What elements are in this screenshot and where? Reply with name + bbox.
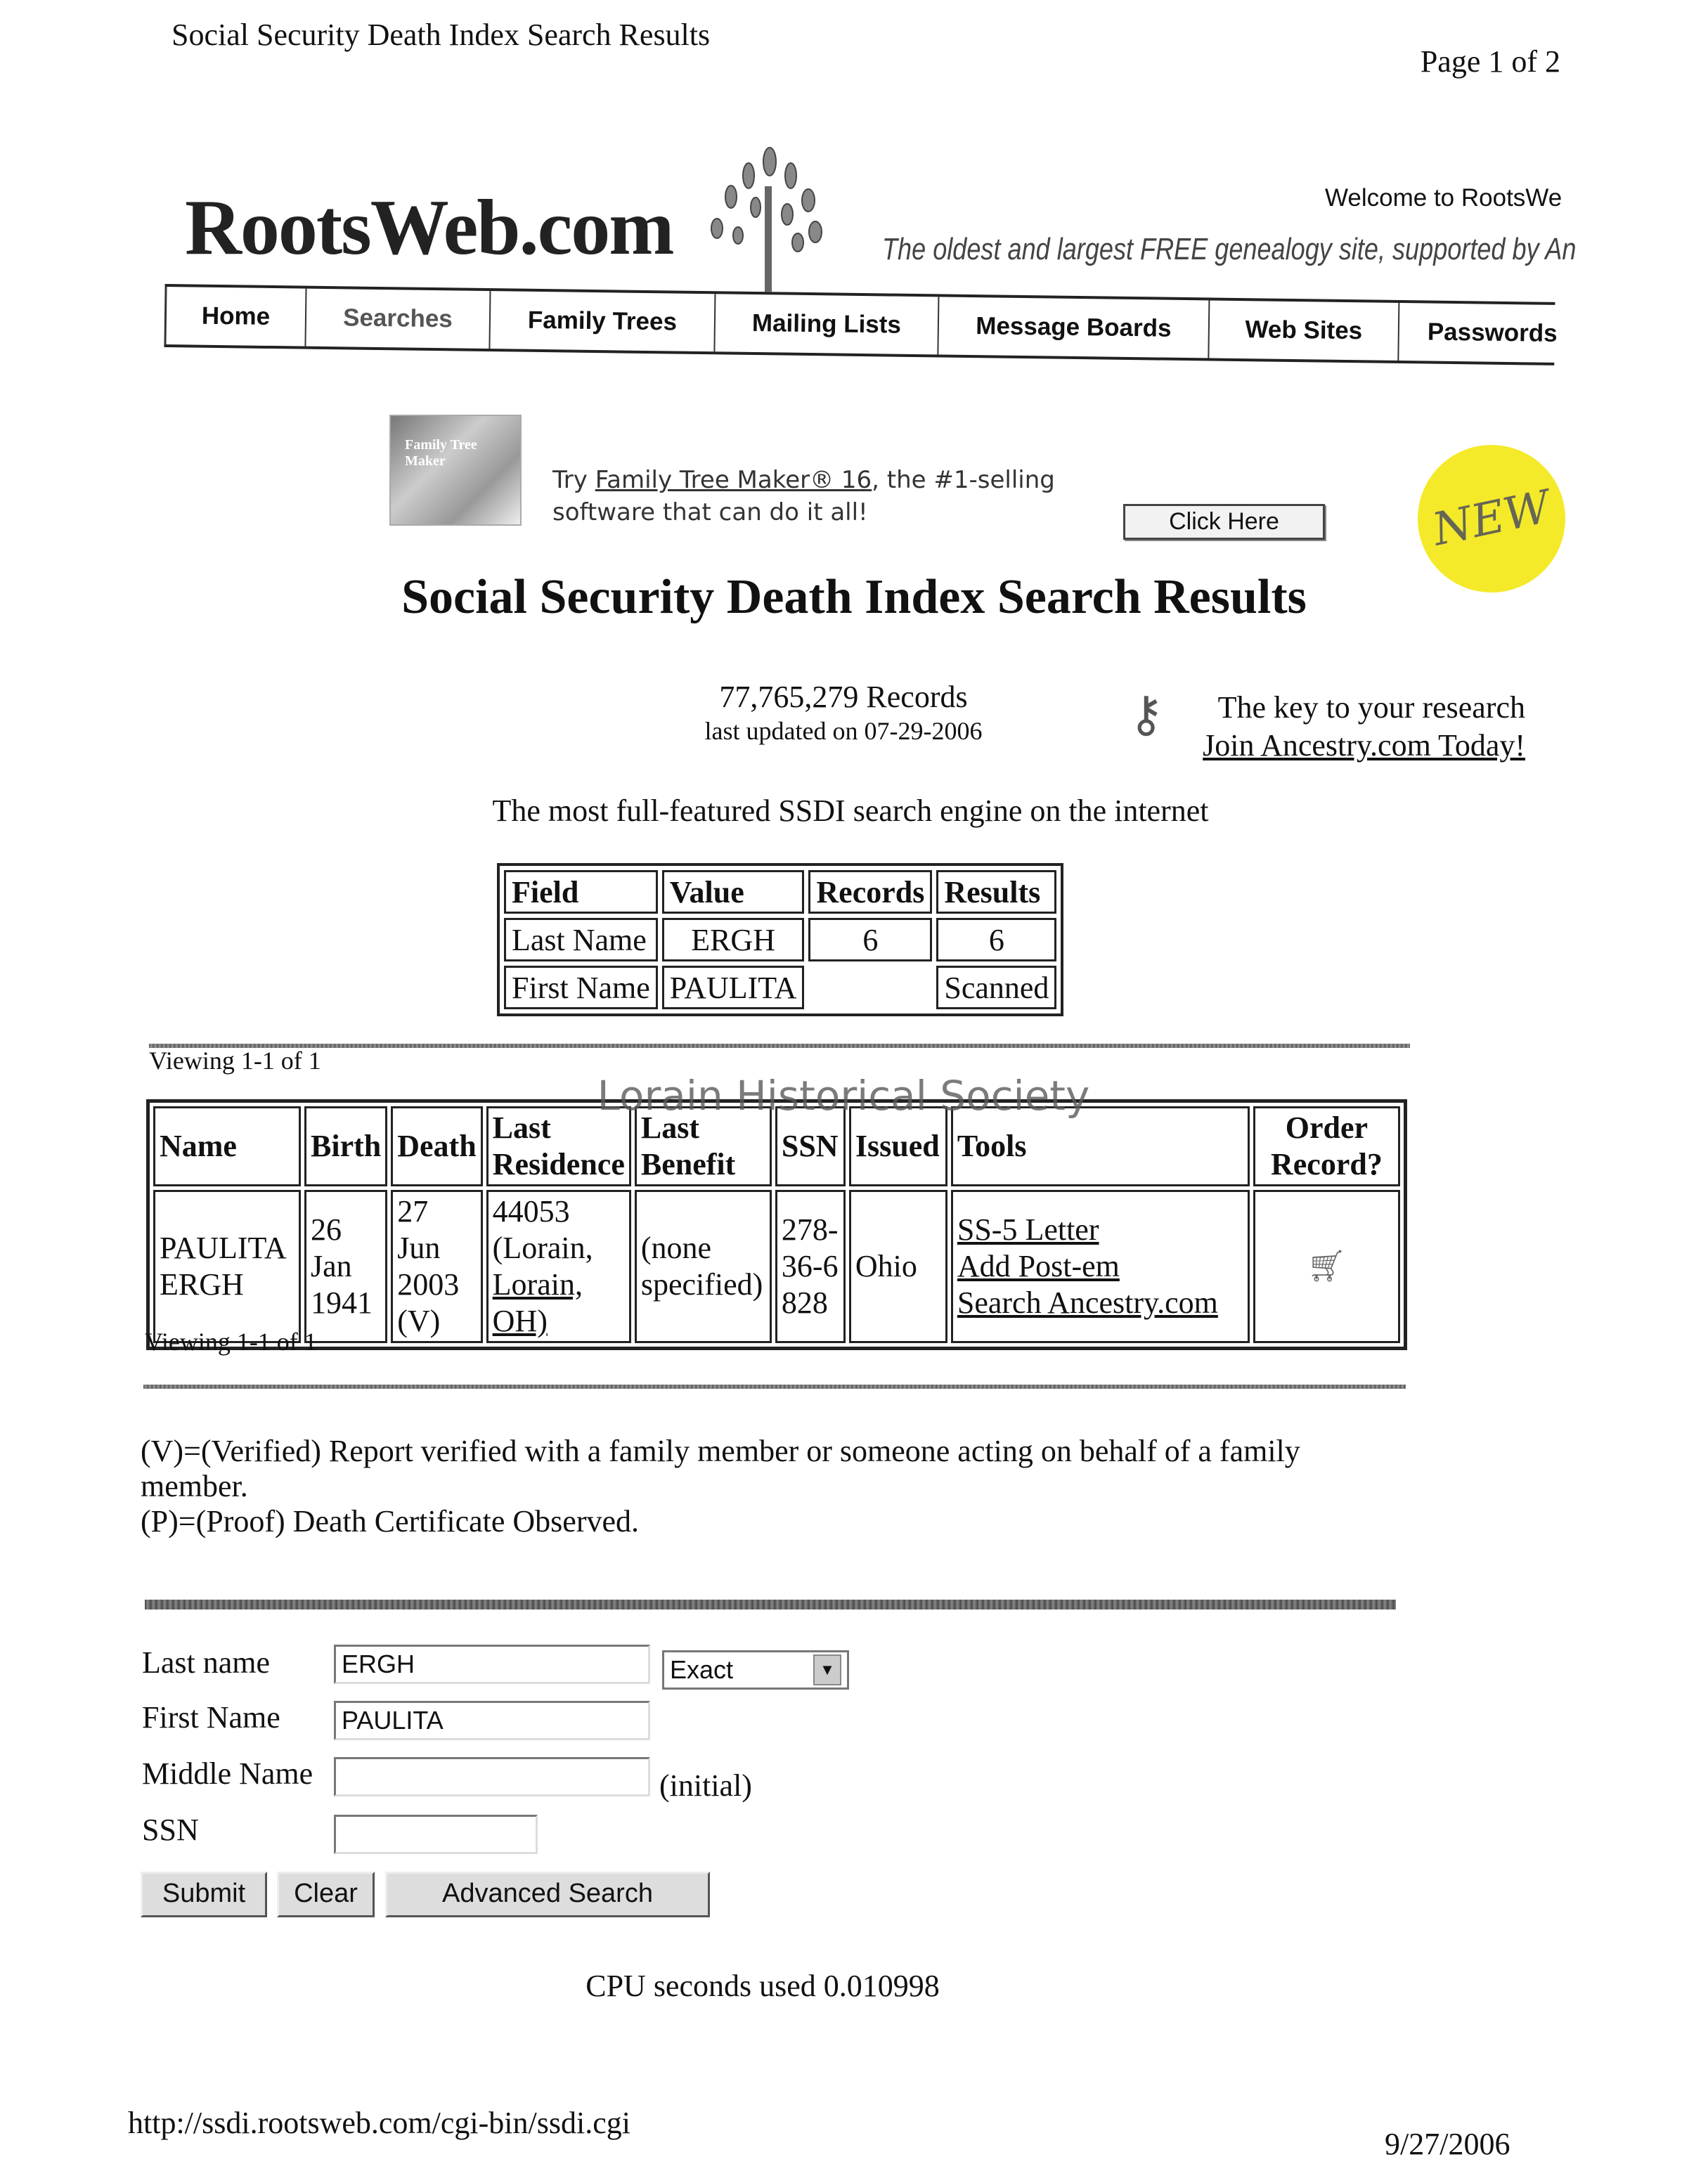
tree-logo-icon [689, 144, 850, 292]
header-name: Name [153, 1106, 301, 1186]
header-field: Field [504, 870, 658, 914]
search-ancestry-link[interactable]: Search Ancestry.com [957, 1285, 1218, 1320]
header-value: Value [662, 870, 805, 914]
nav-passwords[interactable]: Passwords [1397, 303, 1555, 363]
cell-tools [951, 1190, 1250, 1343]
cell-birth: 26 Jan 1941 [304, 1190, 387, 1343]
tagline: The oldest and largest FREE genealogy site, supported by An [882, 232, 1577, 266]
new-sticker: NEW [1404, 431, 1579, 606]
last-name-label: Last name [142, 1645, 271, 1680]
divider [143, 1385, 1406, 1389]
advanced-search-button[interactable]: Advanced Search [385, 1872, 710, 1917]
product-image-label: Family Tree Maker [405, 437, 477, 469]
nav-web-sites[interactable]: Web Sites [1208, 300, 1398, 361]
main-nav [164, 284, 1558, 365]
ad-text-line2: software that can do it all! [552, 498, 868, 526]
table-row [504, 918, 1056, 961]
nav-family-trees[interactable]: Family Trees [489, 291, 714, 351]
query-summary-table [497, 863, 1063, 1016]
note-proof: (P)=(Proof) Death Certificate Observed. [141, 1504, 640, 1539]
cell-ssn: 278-36-6828 [775, 1190, 846, 1343]
cell-issued: Ohio [849, 1190, 947, 1343]
cell-name: PAULITA ERGH [153, 1190, 301, 1343]
ad-text-pre: Try [552, 466, 595, 494]
welcome-text: Welcome to RootsWe [1325, 184, 1563, 212]
residence-zip: 44053 [492, 1194, 570, 1229]
results-table [146, 1099, 1407, 1350]
nav-message-boards[interactable]: Message Boards [937, 297, 1208, 358]
header-last-benefit: Last Benefit [635, 1106, 772, 1186]
product-box-image[interactable] [389, 415, 522, 526]
ss5-letter-link[interactable]: SS-5 Letter [957, 1212, 1099, 1247]
cell: 6 [808, 918, 932, 961]
page-number: Page 1 of 2 [1420, 44, 1560, 79]
table-row [153, 1190, 1400, 1343]
ssn-input[interactable] [334, 1815, 538, 1854]
promo-text: The key to your research [1217, 690, 1525, 725]
print-footer-date: 9/27/2006 [1385, 2127, 1510, 2161]
first-name-label: First Name [142, 1700, 280, 1735]
last-updated: last updated on 07-29-2006 [704, 717, 983, 745]
nav-home[interactable]: Home [164, 287, 305, 346]
chevron-down-icon[interactable]: ▼ [813, 1654, 841, 1685]
site-logo[interactable]: RootsWeb.com [185, 184, 673, 271]
shopping-cart-icon[interactable]: 🛒︎ [1253, 1190, 1400, 1343]
residence-state-link[interactable]: OH) [492, 1304, 548, 1338]
ad-text [552, 464, 1055, 529]
key-icon: ⚷ [1128, 688, 1165, 742]
middle-name-input[interactable] [334, 1757, 650, 1796]
ssn-label: SSN [142, 1813, 199, 1847]
header-ssn: SSN [775, 1106, 846, 1186]
cell [808, 966, 932, 1009]
clear-button[interactable]: Clear [277, 1872, 375, 1917]
ad-text-post: , the #1-selling [872, 466, 1055, 494]
page-title: Social Security Death Index Search Results [401, 570, 1307, 624]
match-type-select[interactable] [662, 1650, 849, 1690]
cell: 6 [936, 918, 1056, 961]
viewing-count-bottom: Viewing 1-1 of 1 [145, 1328, 317, 1356]
cell: PAULITA [662, 966, 805, 1009]
viewing-count-top: Viewing 1-1 of 1 [149, 1047, 321, 1075]
cell: First Name [504, 966, 658, 1009]
note-verified: (V)=(Verified) Report verified with a family member or someone acting on behalf of a family member. [141, 1434, 1300, 1503]
nav-searches[interactable]: Searches [304, 289, 489, 349]
cell-death: 27 Jun 2003 (V) [391, 1190, 482, 1343]
cell-residence [486, 1190, 631, 1343]
add-post-em-link[interactable]: Add Post-em [957, 1249, 1120, 1283]
table-row [504, 966, 1056, 1009]
divider [149, 1044, 1410, 1048]
submit-button[interactable]: Submit [141, 1872, 267, 1917]
cell-benefit: (none specified) [635, 1190, 772, 1343]
subtitle: The most full-featured SSDI search engine on the internet [492, 793, 1209, 828]
watermark: Lorain Historical Society [597, 1072, 1090, 1120]
nav-mailing-lists[interactable]: Mailing Lists [713, 294, 938, 354]
match-type-value: Exact [670, 1655, 734, 1684]
header-results: Results [936, 870, 1056, 914]
first-name-input[interactable]: PAULITA [334, 1701, 650, 1740]
header-last-residence: Last Residence [486, 1106, 631, 1186]
ancestry-promo [1174, 689, 1525, 765]
thick-divider [145, 1600, 1396, 1609]
header-order-record: Order Record? [1253, 1106, 1400, 1186]
print-header-title: Social Security Death Index Search Results [172, 18, 711, 52]
initial-hint: (initial) [659, 1768, 752, 1803]
legend-notes [141, 1434, 1406, 1539]
ad-product-link[interactable]: Family Tree Maker® 16 [595, 466, 872, 494]
cell: ERGH [662, 918, 805, 961]
header-tools: Tools [951, 1106, 1250, 1186]
click-here-button[interactable]: Click Here [1123, 504, 1325, 540]
header-records: Records [808, 870, 932, 914]
header-death: Death [391, 1106, 482, 1186]
header-birth: Birth [304, 1106, 387, 1186]
header-issued: Issued [849, 1106, 947, 1186]
residence-city: (Lorain, [492, 1231, 593, 1265]
join-ancestry-link[interactable]: Join Ancestry.com Today! [1203, 728, 1525, 763]
records-count: 77,765,279 Records [719, 680, 968, 714]
middle-name-label: Middle Name [142, 1756, 313, 1791]
last-name-input[interactable]: ERGH [334, 1645, 650, 1684]
cell: Last Name [504, 918, 658, 961]
cpu-usage: CPU seconds used 0.010998 [585, 1969, 940, 2003]
records-info [633, 680, 1054, 748]
residence-link[interactable]: Lorain, [492, 1267, 583, 1302]
cell: Scanned [936, 966, 1056, 1009]
print-footer-url: http://ssdi.rootsweb.com/cgi-bin/ssdi.cgi [128, 2106, 630, 2140]
